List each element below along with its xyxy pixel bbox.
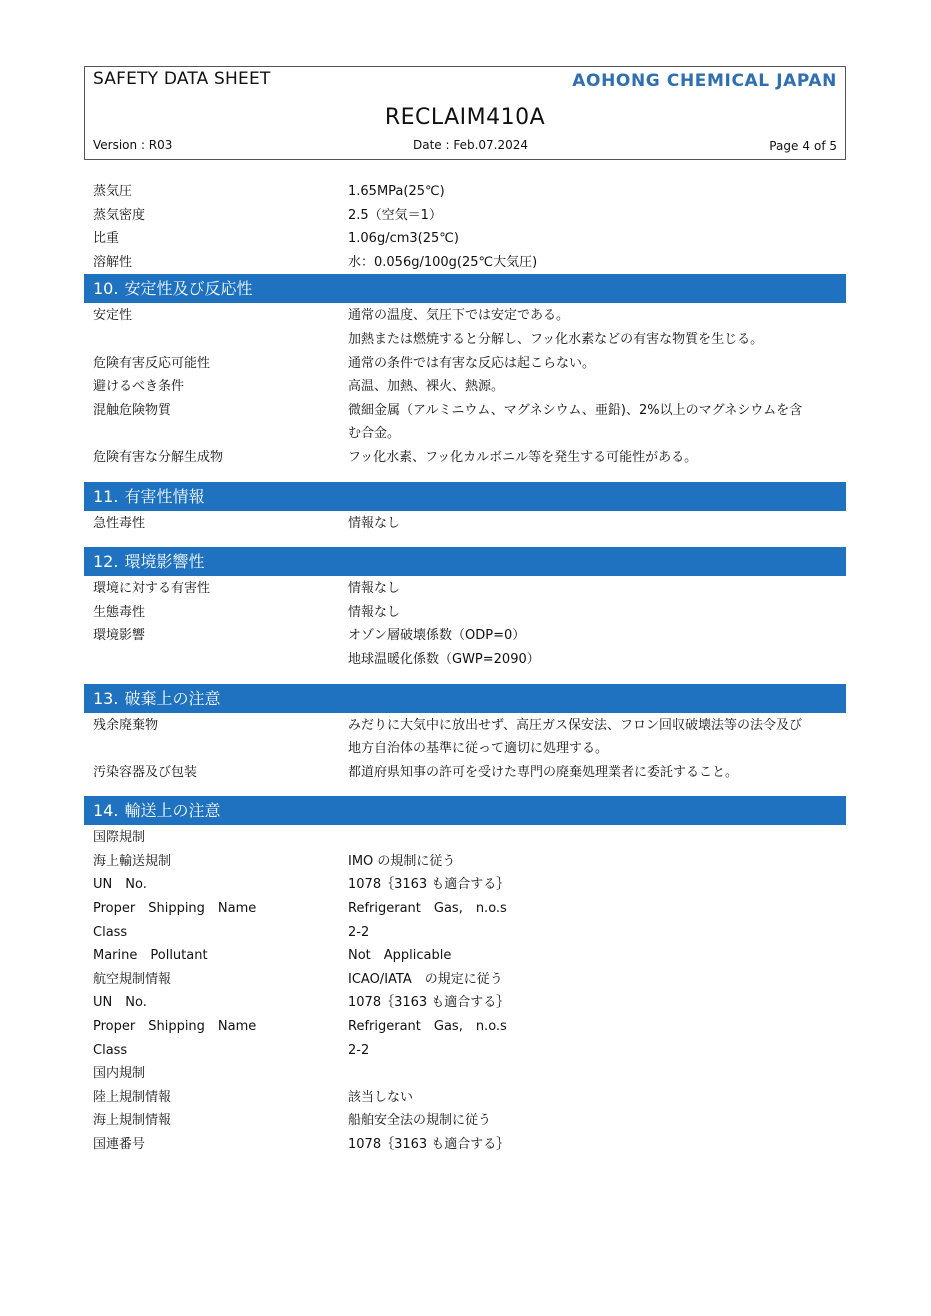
row-label: 航空規制情報 [93, 971, 172, 987]
property-row [84, 251, 846, 275]
row-value: 情報なし [348, 581, 401, 597]
section-14-row [84, 1133, 846, 1157]
row-value: 1.06g/cm3(25℃) [348, 231, 459, 247]
row-value: 地方自治体の基準に従って適切に処理する。 [348, 741, 609, 757]
property-row [84, 227, 846, 251]
section-13-row [84, 714, 846, 738]
section-14-row [84, 826, 846, 850]
row-value: 1.65MPa(25℃) [348, 184, 445, 199]
section-number: 12. [93, 552, 119, 572]
section-13-header [84, 684, 846, 713]
product-name: RECLAIM410A [384, 105, 546, 130]
section-14-row [84, 1039, 846, 1063]
page-of: of 5 [813, 139, 837, 153]
row-label: 残余廃棄物 [93, 717, 159, 733]
section-14-row [84, 873, 846, 897]
row-value: 1078｛3163 も適合する｝ [348, 995, 510, 1011]
section-12-row [84, 601, 846, 625]
section-gap [84, 784, 846, 796]
section-14-row [84, 968, 846, 992]
section-12-row [84, 648, 846, 672]
row-value: 微細金属（アルミニウム、マグネシウム、亜鉛)、2%以上のマグネシウムを含 [348, 402, 803, 418]
row-label: 国連番号 [93, 1137, 146, 1152]
section-number: 10. [93, 279, 119, 299]
section-10-row [84, 352, 846, 376]
row-value: 地球温暖化係数（GWP=2090） [348, 651, 540, 667]
section-13-row [84, 761, 846, 785]
section-12-row [84, 577, 846, 601]
section-10-row [84, 304, 846, 328]
row-value: 1078｛3163 も適合する｝ [348, 877, 510, 893]
property-row [84, 204, 846, 228]
document-body [84, 180, 846, 1157]
row-value: む合金。 [348, 426, 401, 442]
row-value: 高温、加熱、裸火、熱源。 [348, 379, 505, 395]
row-value: みだりに大気中に放出せず、高圧ガス保安法、フロン回収破壊法等の法令及び [348, 717, 802, 733]
section-10-row [84, 328, 846, 352]
company-name: AOHONG CHEMICAL JAPAN [572, 71, 837, 91]
row-label: UN No. [93, 877, 147, 893]
row-label: 汚染容器及び包装 [93, 764, 198, 780]
document-type: SAFETY DATA SHEET [93, 69, 271, 89]
section-14-header [84, 796, 846, 825]
page-number: 4 [802, 139, 810, 153]
row-label: 蒸気密度 [93, 207, 146, 223]
row-label: 溶解性 [93, 254, 133, 270]
section-12-row [84, 624, 846, 648]
row-label: 急性毒性 [93, 515, 146, 531]
section-13-row [84, 737, 846, 761]
row-value: フッ化水素、フッ化カルボニル等を発生する可能性がある。 [348, 449, 698, 465]
section-number: 14. [93, 801, 119, 821]
section-14-row [84, 991, 846, 1015]
row-value: 該当しない [348, 1089, 414, 1105]
section-11-header [84, 482, 846, 511]
row-value: 船舶安全法の規制に従う [348, 1113, 492, 1129]
row-label: 陸上規制情報 [93, 1089, 172, 1105]
date-label: Date : Feb.07.2024 [413, 138, 529, 152]
row-label: 環境に対する有害性 [93, 581, 211, 597]
section-title: 安定性及び反応性 [124, 279, 253, 299]
section-14-row [84, 1015, 846, 1039]
section-number: 11. [93, 486, 119, 506]
row-value: 水：0.056g/100g(25℃大気圧) [348, 254, 538, 270]
row-value: 2-2 [348, 924, 370, 940]
row-value: 2-2 [348, 1042, 370, 1058]
page-indicator [769, 139, 837, 153]
section-10-row [84, 399, 846, 423]
row-label: Class [93, 924, 128, 940]
row-value: 通常の温度、気圧下では安定である。 [348, 308, 570, 324]
page-label: Page [769, 139, 799, 153]
section-14-row [84, 897, 846, 921]
row-value: Not Applicable [348, 948, 452, 964]
section-gap [84, 672, 846, 684]
row-label: 環境影響 [93, 628, 146, 644]
row-label: Proper Shipping Name [93, 1019, 257, 1035]
row-label: 海上輸送規制 [93, 853, 172, 869]
section-gap [84, 535, 846, 547]
row-value: 1078｛3163 も適合する｝ [348, 1137, 510, 1152]
row-value: 通常の条件では有害な反応は起こらない。 [348, 355, 596, 371]
row-label: 蒸気圧 [93, 184, 133, 199]
section-gap [84, 470, 846, 482]
section-14-row [84, 1062, 846, 1086]
row-label: 生態毒性 [93, 604, 146, 620]
row-label: Class [93, 1042, 128, 1058]
version-label: Version : R03 [93, 138, 173, 152]
row-value: 都道府県知事の許可を受けた専門の廃棄処理業者に委託すること。 [348, 764, 739, 780]
row-label: 避けるべき条件 [93, 379, 185, 395]
section-10-row [84, 375, 846, 399]
row-label: Marine Pollutant [93, 948, 208, 964]
row-value: 2.5（空気＝1） [348, 207, 442, 223]
section-14-row [84, 850, 846, 874]
row-label: 国内規制 [93, 1066, 146, 1082]
row-value: ICAO/IATA の規定に従う [348, 971, 503, 987]
row-label: 危険有害反応可能性 [93, 355, 211, 371]
section-title: 環境影響性 [124, 552, 205, 572]
section-14-row [84, 944, 846, 968]
row-label: 混触危険物質 [93, 402, 172, 418]
row-value: 情報なし [348, 515, 401, 531]
row-value: Refrigerant Gas, n.o.s [348, 901, 507, 917]
row-label: 海上規制情報 [93, 1113, 172, 1129]
section-10-row [84, 446, 846, 470]
document-header [84, 66, 846, 160]
section-10-header [84, 274, 846, 303]
row-label: 国際規制 [93, 830, 146, 846]
row-value: IMO の規制に従う [348, 853, 456, 869]
section-14-row [84, 921, 846, 945]
row-label: UN No. [93, 995, 147, 1011]
row-value: オゾン層破壊係数（ODP=0） [348, 628, 526, 644]
section-11-row [84, 512, 846, 536]
section-14-row [84, 1109, 846, 1133]
section-number: 13. [93, 688, 119, 708]
section-12-header [84, 547, 846, 576]
section-title: 破棄上の注意 [124, 688, 221, 708]
section-14-row [84, 1086, 846, 1110]
row-value: Refrigerant Gas, n.o.s [348, 1019, 507, 1035]
row-label: 危険有害な分解生成物 [93, 449, 224, 465]
row-value: 加熱または燃焼すると分解し、フッ化水素などの有害な物質を生じる。 [348, 331, 764, 347]
row-label: 安定性 [93, 308, 133, 324]
section-title: 有害性情報 [124, 486, 205, 506]
section-title: 輸送上の注意 [124, 801, 221, 821]
row-label: 比重 [93, 231, 120, 247]
property-row [84, 180, 846, 204]
row-label: Proper Shipping Name [93, 901, 257, 917]
row-value: 情報なし [348, 604, 401, 620]
section-10-row [84, 422, 846, 446]
